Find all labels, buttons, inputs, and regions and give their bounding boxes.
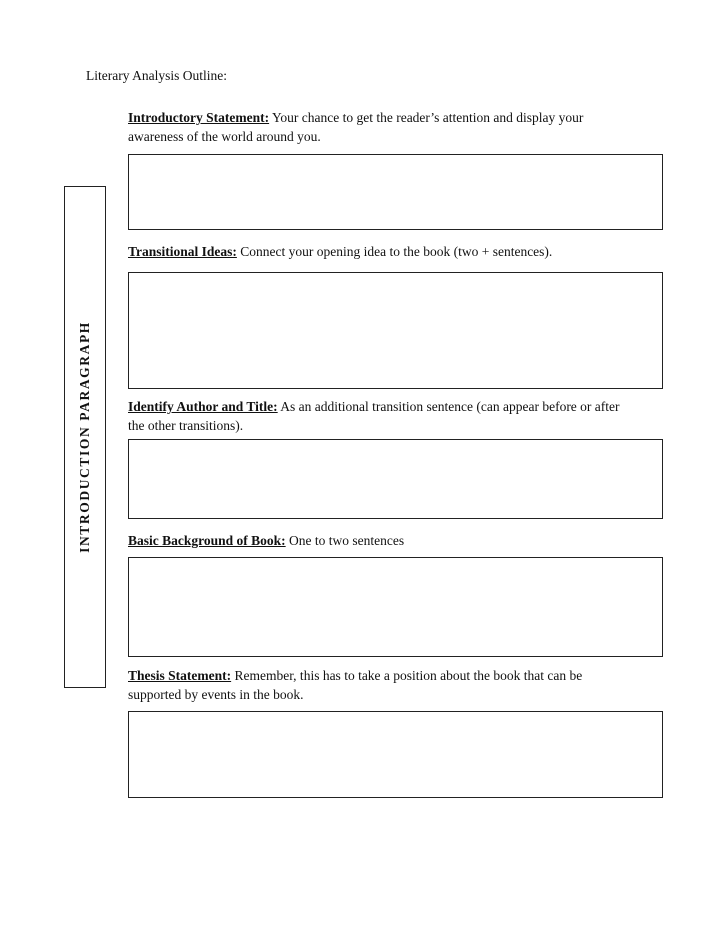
prompt-thesis-statement bbox=[128, 666, 638, 704]
document-title: Literary Analysis Outline: bbox=[86, 68, 227, 83]
prompt-text: As an additional transition sentence (can appear before or after the other transitions). bbox=[128, 399, 620, 433]
side-label-text: INTRODUCTION PARAGRAPH bbox=[77, 321, 92, 553]
prompt-transitional-ideas bbox=[128, 242, 638, 261]
answer-box-thesis-statement[interactable] bbox=[128, 711, 663, 798]
answer-box-identify-author-title[interactable] bbox=[128, 439, 663, 519]
prompt-heading: Basic Background of Book: bbox=[128, 533, 286, 548]
prompt-text: Your chance to get the reader’s attention and display your awareness of the world around you. bbox=[128, 110, 584, 144]
prompt-heading: Transitional Ideas: bbox=[128, 244, 237, 259]
prompt-heading: Identify Author and Title: bbox=[128, 399, 278, 414]
prompt-text: Connect your opening idea to the book (two + sentences). bbox=[236, 244, 553, 259]
prompt-introductory-statement bbox=[128, 108, 638, 146]
answer-box-basic-background[interactable] bbox=[128, 557, 663, 657]
prompt-text: One to two sentences bbox=[285, 533, 405, 548]
answer-box-transitional-ideas[interactable] bbox=[128, 272, 663, 389]
prompt-basic-background bbox=[128, 531, 638, 550]
section-side-label bbox=[64, 186, 106, 688]
prompt-text: Remember, this has to take a position about the book that can be supported by events in the book. bbox=[128, 668, 583, 702]
prompt-heading: Thesis Statement: bbox=[128, 668, 232, 683]
prompt-identify-author-title bbox=[128, 397, 638, 435]
prompt-heading: Introductory Statement: bbox=[128, 110, 270, 125]
answer-box-introductory-statement[interactable] bbox=[128, 154, 663, 230]
